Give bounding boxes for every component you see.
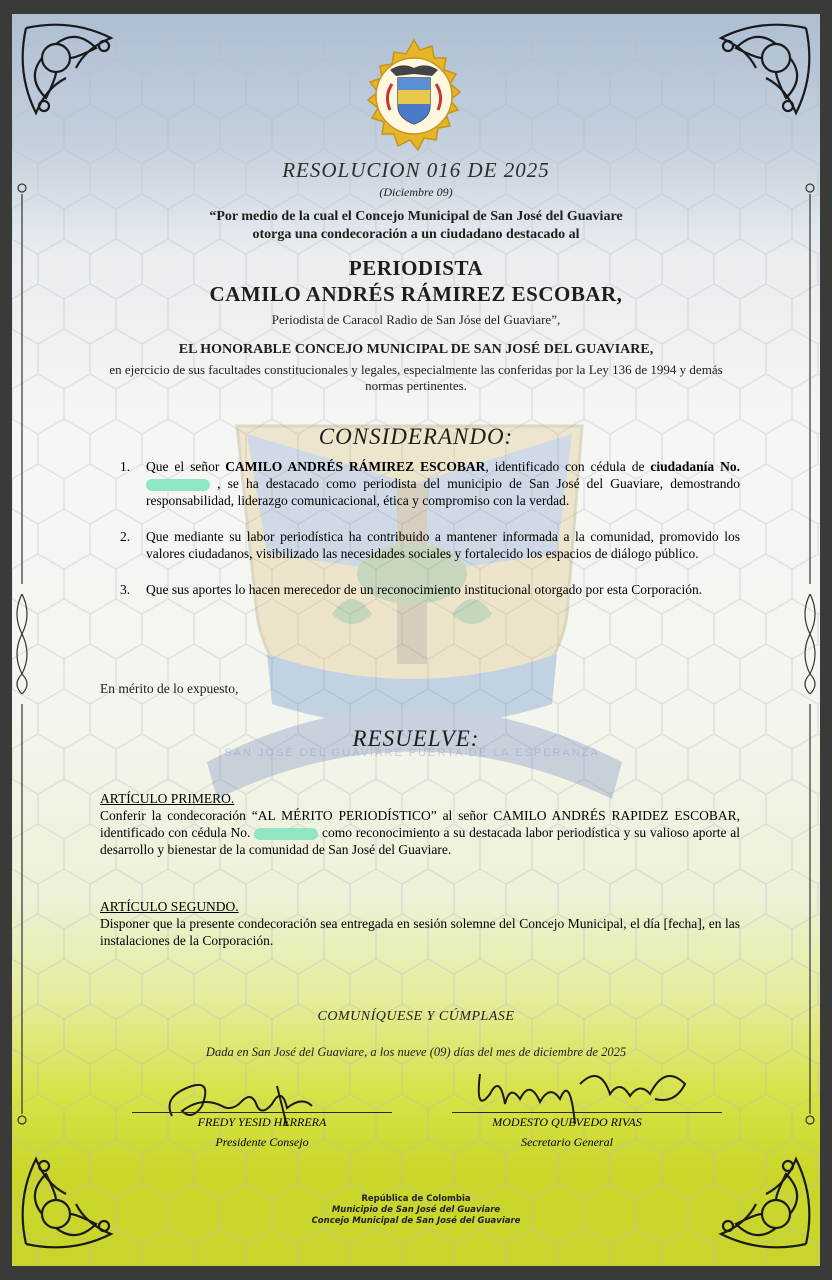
council-description: en ejercicio de sus facultades constitucionales y legales, especialmente las conferidas por la Ley 136 de 1994 y demás normas pertinentes. (109, 362, 723, 393)
resolution-date: (Diciembre 09) (379, 185, 453, 199)
footer-institution (12, 1194, 820, 1227)
council-name: EL HONORABLE CONCEJO MUNICIPAL DE SAN JOSÉ DEL GUAVIARE, (178, 342, 654, 357)
subject-line-2: otorga una condecoración a un ciudadano destacado al (252, 227, 580, 242)
corner-ornament-top-right-icon (706, 18, 816, 128)
article-one-body (100, 807, 740, 858)
item-number: 3. (120, 582, 131, 597)
article-one-text: Conferir la condecoración “AL MÉRITO PERIODÍSTICO” al señor CAMILO ANDRÉS RAPIDEZ ESCOBAR, identificado con cédula No. (100, 808, 740, 840)
article-two-title: ARTÍCULO SEGUNDO. (100, 899, 239, 914)
article-two (100, 898, 740, 949)
redacted-id-mark (146, 479, 210, 491)
corner-ornament-top-left-icon (16, 18, 126, 128)
list-item (120, 581, 740, 598)
honoree-title (12, 255, 820, 307)
signer-name-right: MODESTO QUEVEDO RIVAS (492, 1115, 642, 1129)
merito-text: En mérito de lo expuesto, (100, 681, 239, 696)
date-place-text: Dada en San José del Guaviare, a los nueve (09) días del mes de diciembre de 2025 (205, 1045, 627, 1059)
article-one-text: como reconocimiento a su destacada labor periodística y su valioso aporte al desarrollo y bienestar de la comunidad de San José del Guaviare. (100, 825, 740, 857)
item-text: Que sus aportes lo hacen merecedor de un reconocimiento institucional otorgado por esta Corporación. (146, 582, 703, 597)
crest-banner-text: SAN JOSÉ DEL GUAVIARE PUERTA DE LA ESPERANZA (224, 747, 600, 759)
resolution-subject (72, 208, 760, 244)
coat-of-arms-seal-icon (354, 36, 474, 164)
considerando-heading: CONSIDERANDO: (318, 424, 514, 449)
list-item (120, 528, 740, 562)
item-number: 2. (120, 529, 131, 544)
comuniquese-text: COMUNÍQUESE Y CÚMPLASE (317, 1009, 515, 1024)
footer-line-2: Municipio de San José del Guaviare (331, 1205, 501, 1215)
resolution-title: RESOLUCION 016 DE 2025 (282, 158, 550, 182)
signer-role-left: Presidente Consejo (215, 1135, 309, 1149)
signer-name-left: FREDY YESID HERRERA (197, 1115, 327, 1129)
footer-line-1: República de Colombia (361, 1194, 471, 1204)
redacted-id-mark (254, 828, 318, 840)
honoree-line-2: CAMILO ANDRÉS RÁMIREZ ESCOBAR, (209, 282, 623, 306)
resuelve-heading: RESUELVE: (352, 726, 480, 751)
signature-line-right (452, 1112, 722, 1113)
considerando-list (120, 458, 740, 617)
honoree-name: CAMILO ANDRÉS RÁMIREZ ESCOBAR (225, 459, 486, 474)
id-label: ciudadanía No. (650, 459, 740, 474)
article-one (100, 790, 740, 858)
list-item (120, 458, 740, 509)
signature-line-left (132, 1112, 392, 1113)
article-two-body: Disponer que la presente condecoración sea entregada en sesión solemne del Concejo Municipal, el día [fecha], en las instalaciones de la Corporación. (100, 916, 740, 948)
certificate-page (12, 14, 820, 1266)
item-number: 1. (120, 459, 131, 474)
item-text: , se ha destacado como periodista del municipio de San José del Guaviare, demostrando responsabilidad, liderazgo comunicacional, ética y compromiso con la verdad. (146, 476, 740, 508)
signer-role-right: Secretario General (521, 1135, 613, 1149)
article-one-title: ARTÍCULO PRIMERO. (100, 791, 235, 806)
honoree-role: Periodista de Caracol Radio de San Jóse del Guaviare”, (271, 312, 561, 327)
item-text: Que mediante su labor periodística ha contribuido a mantener informada a la comunidad, promovido los valores ciudadanos, visibilizado las necesidades sociales y fortalecido los espacios de diálogo público. (146, 529, 740, 561)
item-text: Que el señor (146, 459, 226, 474)
item-text: , identificado con cédula de (485, 459, 651, 474)
subject-line-1: “Por medio de la cual el Concejo Municipal de San José del Guaviare (209, 209, 623, 224)
honoree-line-1: PERIODISTA (348, 256, 484, 280)
footer-line-3: Concejo Municipal de San José del Guaviare (311, 1216, 521, 1226)
